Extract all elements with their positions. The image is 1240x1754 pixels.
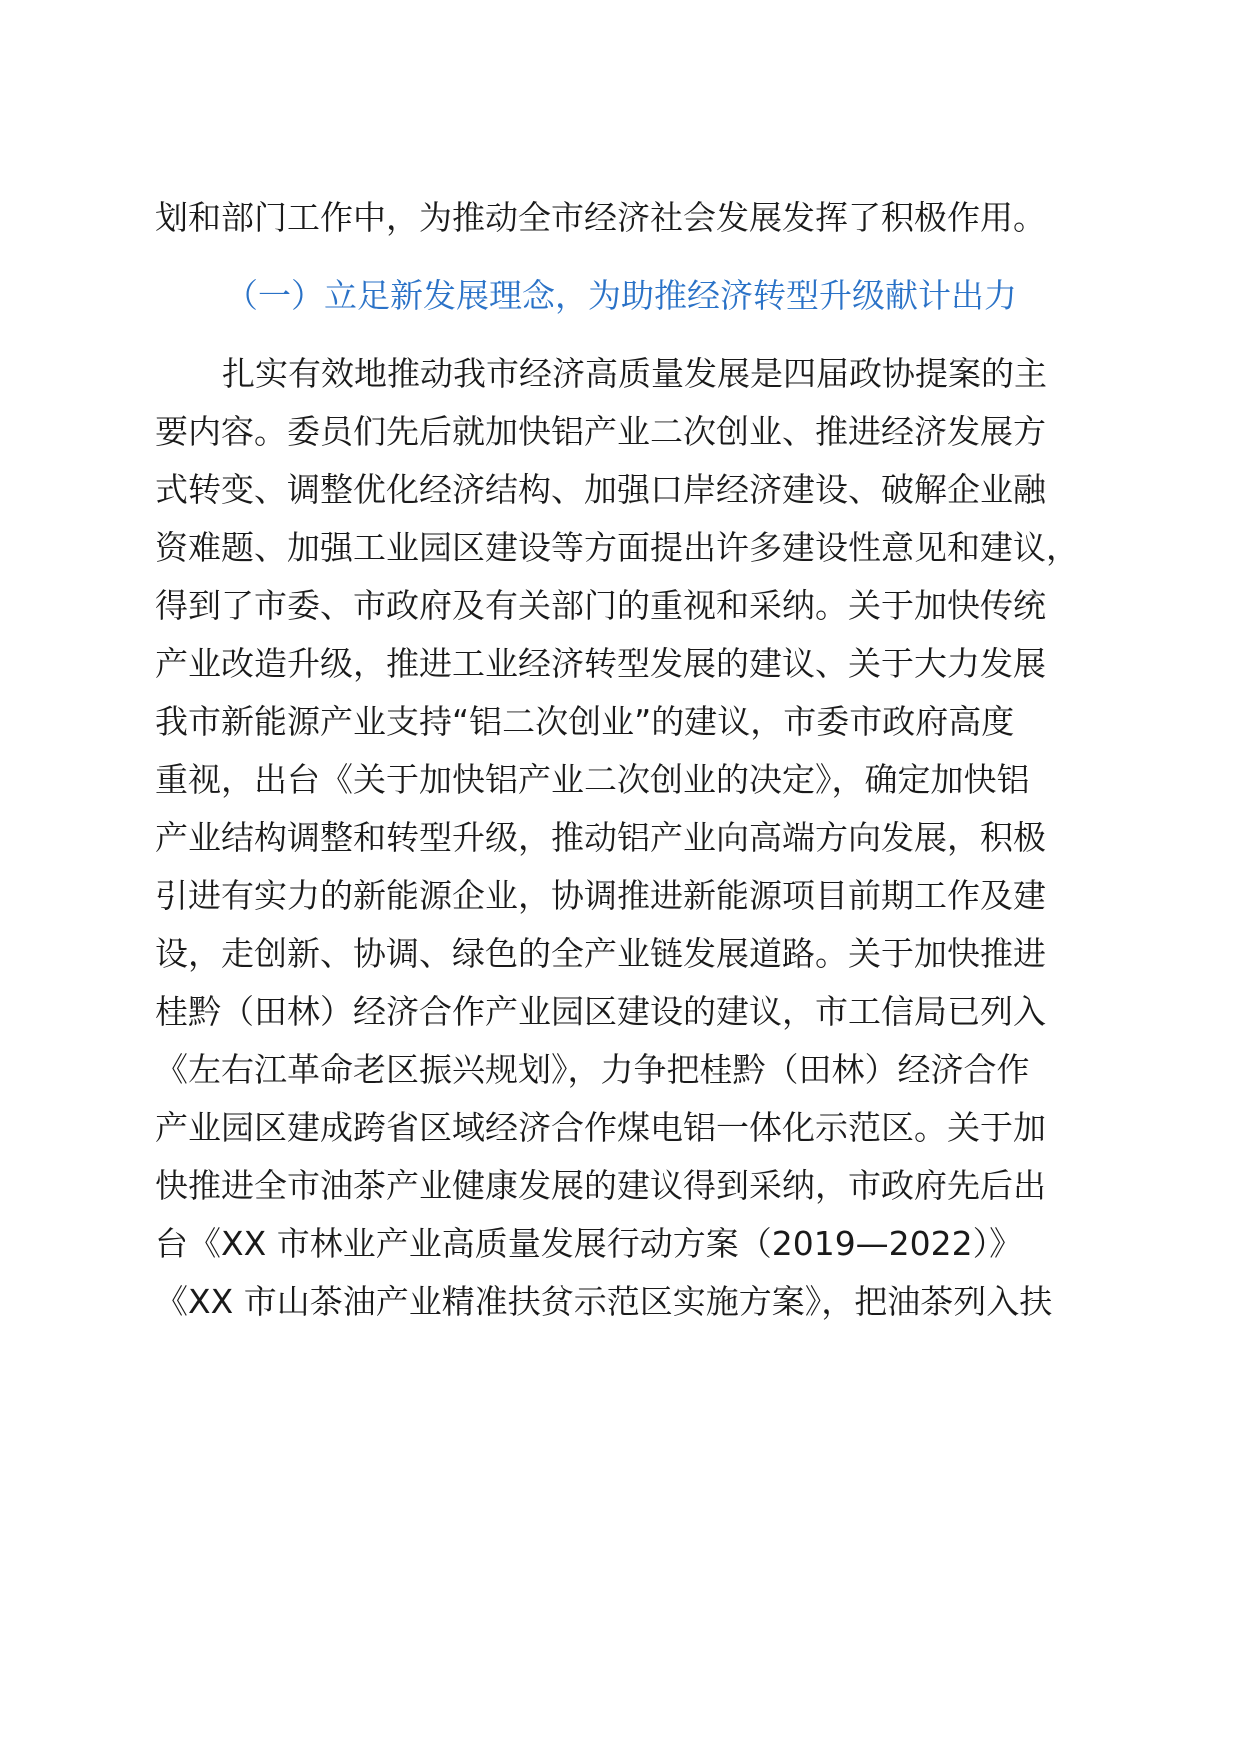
paragraph-line: 《XX 市山茶油产业精准扶贫示范区实施方案》，把油茶列入扶	[155, 1282, 1053, 1321]
paragraph-line: 台《XX 市林业产业高质量发展行动方案（2019—2022）》	[155, 1224, 1023, 1263]
paragraph-line: 设，走创新、协调、绿色的全产业链发展道路。关于加快推进	[155, 934, 1046, 973]
paragraph-line: 我市新能源产业支持“铝二次创业”的建议，市委市政府高度	[155, 702, 1015, 741]
paragraph-line: 重视，出台《关于加快铝产业二次创业的决定》，确定加快铝	[155, 760, 1030, 799]
paragraph-line: 产业结构调整和转型升级，推动铝产业向高端方向发展，积极	[155, 818, 1046, 857]
paragraph-line: 产业改造升级，推进工业经济转型发展的建议、关于大力发展	[155, 644, 1046, 683]
paragraph-line: 引进有实力的新能源企业，协调推进新能源项目前期工作及建	[155, 876, 1046, 915]
section-heading: （一）立足新发展理念，为助推经济转型升级献计出力	[225, 276, 1017, 315]
paragraph-line: 得到了市委、市政府及有关部门的重视和采纳。关于加快传统	[155, 586, 1046, 625]
paragraph-line-continuation: 划和部门工作中，为推动全市经济社会发展发挥了积极作用。	[155, 198, 1046, 237]
paragraph-line: 快推进全市油茶产业健康发展的建议得到采纳，市政府先后出	[155, 1166, 1046, 1205]
paragraph-first-line: 扎实有效地推动我市经济高质量发展是四届政协提案的主	[222, 354, 1047, 393]
paragraph-line: 资难题、加强工业园区建设等方面提出许多建设性意见和建议，	[155, 528, 1079, 567]
paragraph-line: 要内容。委员们先后就加快铝产业二次创业、推进经济发展方	[155, 412, 1046, 451]
paragraph-line: 产业园区建成跨省区域经济合作煤电铝一体化示范区。关于加	[155, 1108, 1046, 1147]
paragraph-line: 《左右江革命老区振兴规划》，力争把桂黔（田林）经济合作	[155, 1050, 1030, 1089]
paragraph-line: 桂黔（田林）经济合作产业园区建设的建议，市工信局已列入	[155, 992, 1046, 1031]
paragraph-line: 式转变、调整优化经济结构、加强口岸经济建设、破解企业融	[155, 470, 1046, 509]
